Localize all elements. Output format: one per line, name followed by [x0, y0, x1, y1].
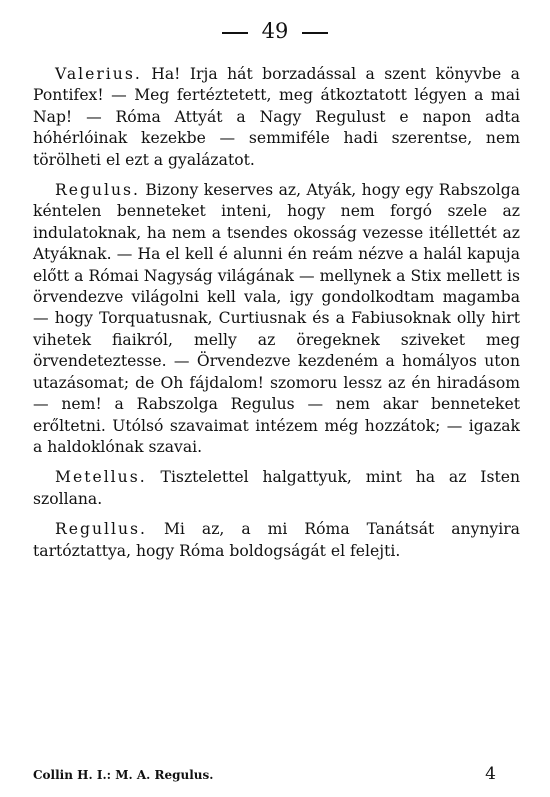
page-header [0, 16, 550, 46]
speaker-name: Metellus. [55, 468, 147, 487]
page-footer [33, 766, 520, 786]
header-dash-left [222, 32, 248, 34]
speaker-name: Valerius. [55, 65, 142, 83]
header-dash-right [302, 32, 328, 34]
paragraph [33, 467, 520, 510]
speaker-name: Regullus. [55, 520, 147, 539]
speech-text: Mi az, a mi Róma Tanátsát anynyira tartóztattya, hogy Róma boldogságát el felejti. [33, 520, 520, 560]
speech-text: Ha! Irja hát borzadással a szent könyvbe a Pontifex! — Meg fertéztetett, meg átkoztatott légyen a mai Nap! — Róma Attyát a Nagy Regulust e napon adta hóhérlóinak kezekbe — semmiféle hadi szerentse, nem törölheti el ezt a gyalázatot. [33, 65, 520, 169]
speaker-name: Regulus. [55, 181, 140, 200]
paragraph [33, 64, 520, 171]
sheet-number: 4 [485, 764, 496, 784]
speech-text: Bizony keserves az, Atyák, hogy egy Rabszolga kéntelen benneteket inteni, hogy nem forgó szele az indulatoknak, ha nem a tsendes okosság vezesse itéllettét az Atyáknak. — Ha el kell é alunni én reám nézve a halál kapuja előtt a Római Nagyság világának — mellynek a Stix mellett is örvendezve világolni kell vala, igy gondolkodtam magamba — hogy Torquatusnak, Curtiusnak és a Fabiusoknak olly hirt vihetek fiaikról, melly az öregeknek sziveket meg örvendeteztesse. — Örvendezve kezdeném a homályos uton utazásomat; de Oh fájdalom! szomoru lessz az én hiradásom — nem! a Rabszolga Regulus — nem akar benneteket erőltetni. Utólsó szavaimat intézem még hozzátok; — igazak a haldoklónak szavai. [33, 181, 520, 456]
speech-text: Tisztelettel halgattyuk, mint ha az Isten szollana. [33, 468, 520, 508]
paragraph [33, 519, 520, 562]
page-number: 49 [261, 19, 289, 43]
page-body [33, 64, 520, 562]
paragraph [33, 180, 520, 458]
printer-signature: Collin H. I.: M. A. Regulus. [33, 768, 214, 782]
